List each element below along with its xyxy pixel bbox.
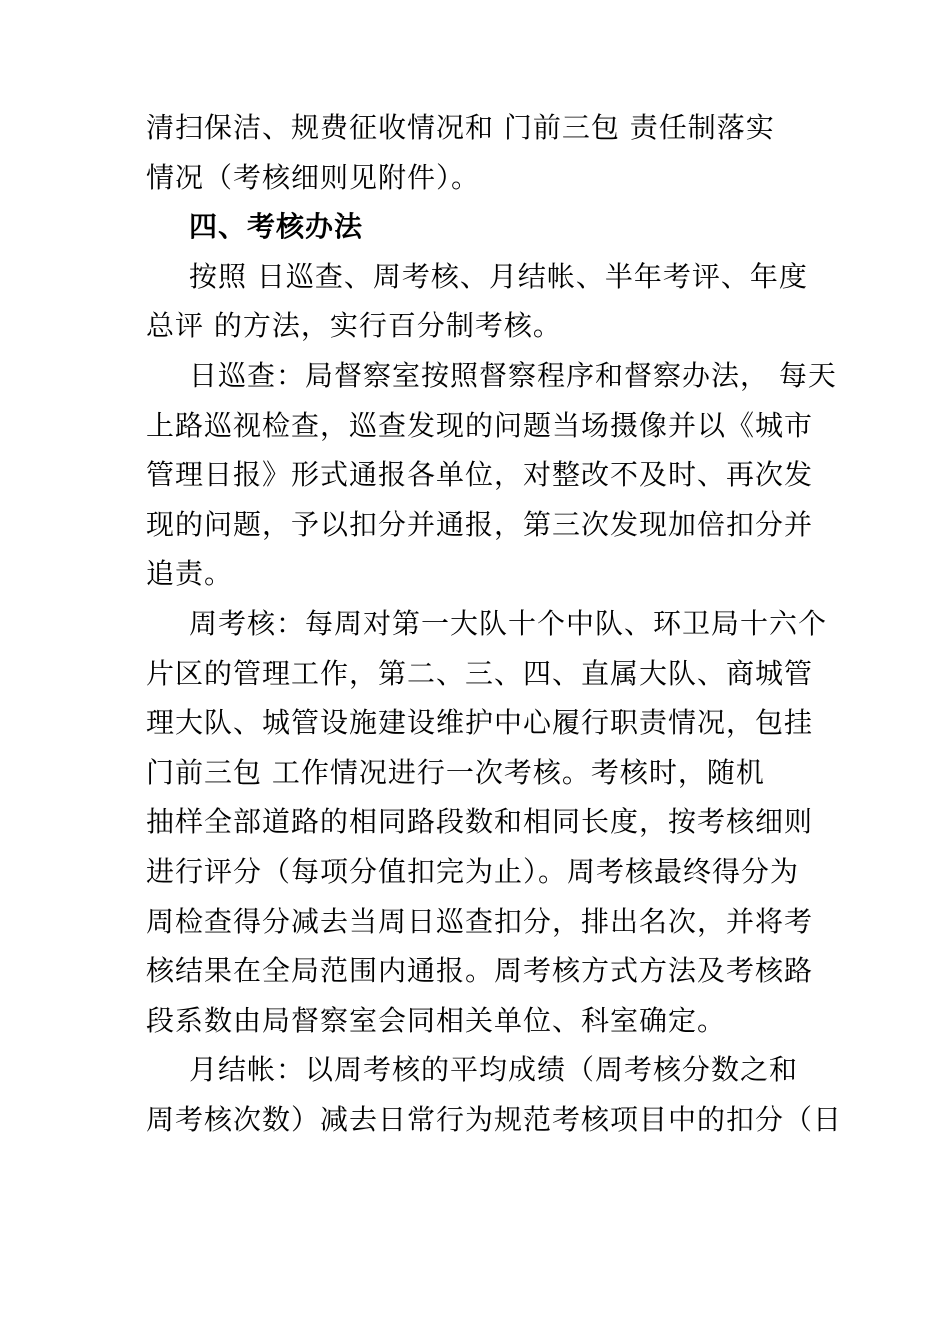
paragraph-line: 进行评分（每项分值扣完为止）。周考核最终得分为 xyxy=(146,854,800,888)
paragraph-line: 日巡查：局督察室按照督察程序和督察办法， 每天 xyxy=(189,358,837,392)
paragraph-line: 总评 的方法，实行百分制考核。 xyxy=(146,309,562,343)
paragraph-line: 月结帐：以周考核的平均成绩（周考核分数之和 xyxy=(189,1053,799,1087)
paragraph-line: 周考核次数）减去日常行为规范考核项目中的扣分（日 xyxy=(146,1102,843,1136)
document-body xyxy=(146,103,843,1144)
paragraph-line: 核结果在全局范围内通报。周考核方式方法及考核路 xyxy=(146,954,814,988)
paragraph-line: 管理日报》形式通报各单位，对整改不及时、再次发 xyxy=(146,458,814,492)
paragraph-line: 门前三包 工作情况进行一次考核。考核时，随机 xyxy=(146,755,765,789)
section-heading: 四、考核办法 xyxy=(189,210,364,244)
paragraph-line: 情况（考核细则见附件）。 xyxy=(146,160,481,194)
paragraph-line: 周考核：每周对第一大队十个中队、环卫局十六个 xyxy=(189,606,828,640)
paragraph-line: 片区的管理工作，第二、三、四、直属大队、商城管 xyxy=(146,656,814,690)
paragraph-line: 上路巡视检查，巡查发现的问题当场摄像并以《城市 xyxy=(146,408,814,442)
paragraph-line: 追责。 xyxy=(146,557,234,591)
paragraph-line: 理大队、城管设施建设维护中心履行职责情况，包挂 xyxy=(146,706,814,740)
paragraph-line: 清扫保洁、规费征收情况和 门前三包 责任制落实 xyxy=(146,111,775,144)
paragraph-line: 段系数由局督察室会同相关单位、科室确定。 xyxy=(146,1003,727,1037)
paragraph-line: 现的问题，予以扣分并通报，第三次发现加倍扣分并 xyxy=(146,507,814,541)
paragraph-line: 周检查得分减去当周日巡查扣分，排出名次，并将考 xyxy=(146,904,814,938)
paragraph-line: 按照 日巡查、周考核、月结帐、半年考评、年度 xyxy=(189,259,808,293)
paragraph-line: 抽样全部道路的相同路段数和相同长度，按考核细则 xyxy=(146,805,814,839)
